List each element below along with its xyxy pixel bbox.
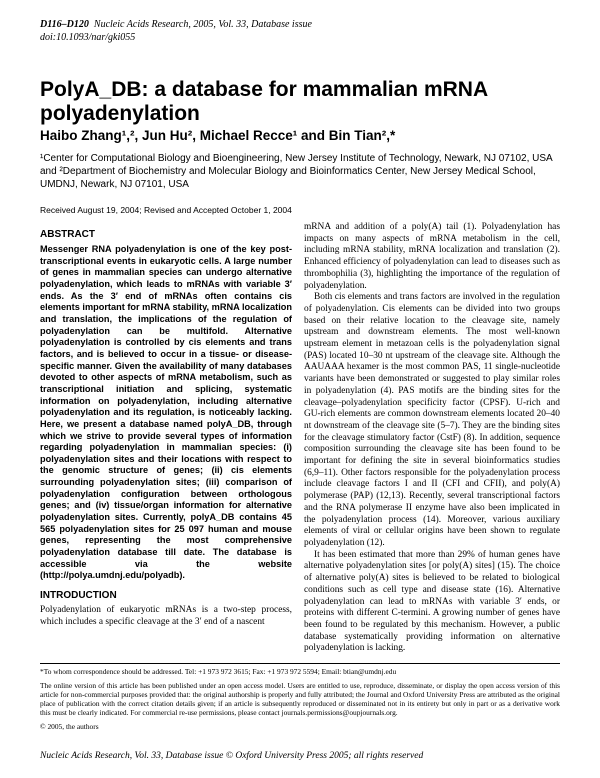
paper-title: PolyA_DB: a database for mammalian mRNA polyadenylation — [40, 78, 488, 125]
author-list: Haibo Zhang¹,², Jun Hu², Michael Recce¹ and Bin Tian²,* — [40, 128, 396, 143]
journal-citation: Nucleic Acids Research, 2005, Vol. 33, Database issue — [93, 19, 312, 30]
license-note: The online version of this article has been published under an open access model. Users are entitled to use, reproduce, disseminate, or display the open access version of this article for non-commercial purposes provided that: the original authorship is properly and fully attributed; the Journal and Oxford University Press are attributed as the original place of publication with the correct citation details given; if an article is subsequently reproduced or disseminated not in its entirety but only in part or as a derivative work this must be clearly indicated. For commercial re-use permissions, please contact journals.permissions@oupjournals.org. — [40, 681, 560, 717]
footnotes — [40, 663, 560, 736]
intro-paragraph-1-start: Polyadenylation of eukaryotic mRNAs is a two-step process, which includes a specific cleavage at the 3′ end of a nascent — [40, 605, 292, 627]
intro-paragraph-1-continued: mRNA and addition of a poly(A) tail (1). Polyadenylation has impacts on many aspects of mRNA metabolism in the cell, including mRNA stability, mRNA localization and translation (2). Enhanced efficiency of polyadenylation can lead to diseases such as thrombophilia (3), highlighting the importance of the regulation of polyadenylation. — [304, 222, 560, 291]
page-footer: Nucleic Acids Research, Vol. 33, Database issue © Oxford University Press 2005; all rights reserved — [40, 751, 424, 761]
page-range: D116–D120 — [40, 19, 89, 30]
introduction-heading: INTRODUCTION — [40, 590, 117, 602]
intro-paragraph-3: It has been estimated that more than 29% of human genes have alternative polyadenylation sites [or poly(A) sites] (15). The choice of alternative poly(A) sites is believed to be related to biological conditions such as cell type and disease state (16). Alternative polyadenylation can lead to mRNAs with variable 3′ ends, or proteins with different C-termini. A growing number of genes have been found to be regulated by this mechanism. However, a public database systematically providing information on alternative polyadenylation is lacking. — [304, 549, 560, 654]
abstract-heading: ABSTRACT — [40, 229, 95, 240]
right-column — [304, 222, 560, 655]
received-dates: Received August 19, 2004; Revised and Accepted October 1, 2004 — [40, 205, 292, 215]
intro-paragraph-2: Both cis elements and trans factors are involved in the regulation of polyadenylation. Cis elements can be divided into two groups based on their relative location to the cleavage site, namely upstream and downstream elements. The most well-known upstream element in metazoan cells is the polyadenylation signal (PAS) located 10–30 nt upstream of the cleavage site. Although the AAUAAA hexamer is the most common PAS, 11 single-nucleotide variants have been demonstrated or suggested to play similar roles in polyadenylation (4). PAS motifs are the binding sites for the cleavage–polyadenylation specificity factor (CPSF). U-rich and GU-rich elements are common downstream elements located 20–40 nt downstream of the cleavage site (5–7). They are the binding sites for the cleavage stimulatory factor (CstF) (8). In addition, sequence composition surrounding the cleavage site has been found to be important for defining the site in several bioinformatics studies (6,9–11). Other factors responsible for the polyadenylation process include cleavage factors I and II (CFI and CFII), and poly(A) polymerase (PAP) (12,13). Recently, several transcriptional factors and the RNA polymerase II enzyme have also been implicated in the polyadenylation process (14). Moreover, various auxiliary elements of viral or cellular origins have been shown to regulate polyadenylation (12). — [304, 292, 560, 548]
copyright-note: © 2005, the authors — [40, 722, 99, 731]
doi: doi:10.1093/nar/gki055 — [40, 32, 136, 43]
correspondence-note: *To whom correspondence should be addressed. Tel: +1 973 972 3615; Fax: +1 973 972 5594; Email: btian@umdnj.edu — [40, 667, 397, 676]
abstract-text: Messenger RNA polyadenylation is one of the key post-transcriptional events in eukaryotic cells. A large number of genes in mammalian species can undergo alternative polyadenylation, which leads to mRNAs with variable 3′ ends. As the 3′ end of mRNAs often contains cis elements important for mRNA stability, mRNA localization and translation, the implications of the regulation of polyadenylation can be multifold. Alternative polyadenylation is controlled by cis elements and trans factors, and is believed to occur in a tissue- or disease-specific manner. Given the availability of many databases devoted to other aspects of mRNA metabolism, such as transcriptional initiation and splicing, systematic information on polyadenylation, including alternative polyadenylation and its regulation, is noticeably lacking. Here, we present a database named polyA_DB, through which we strive to provide several types of information regarding polyadenylation in mammalian species: (i) polyadenylation sites and their locations with respect to the genomic structure of genes; (ii) cis elements surrounding polyadenylation sites; (iii) comparison of polyadenylation configuration between orthologous genes; and (iv) tissue/organ information for alternative polyadenylation sites. Currently, polyA_DB contains 45 565 polyadenylation sites for 25 097 human and mouse genes, representing the most comprehensive polyadenylation database till date. The database is accessible via the website (http://polya.umdnj.edu/polyadb). — [40, 244, 292, 581]
running-header — [40, 18, 312, 44]
left-column — [40, 229, 292, 628]
affiliations: ¹Center for Computational Biology and Bioengineering, New Jersey Institute of Technology, Newark, NJ 07102, USA and ²Department of Biochemistry and Molecular Biology and Bioinformatics Center, New Jersey Medical School, UMDNJ, Newark, NJ 07101, USA — [40, 153, 553, 190]
